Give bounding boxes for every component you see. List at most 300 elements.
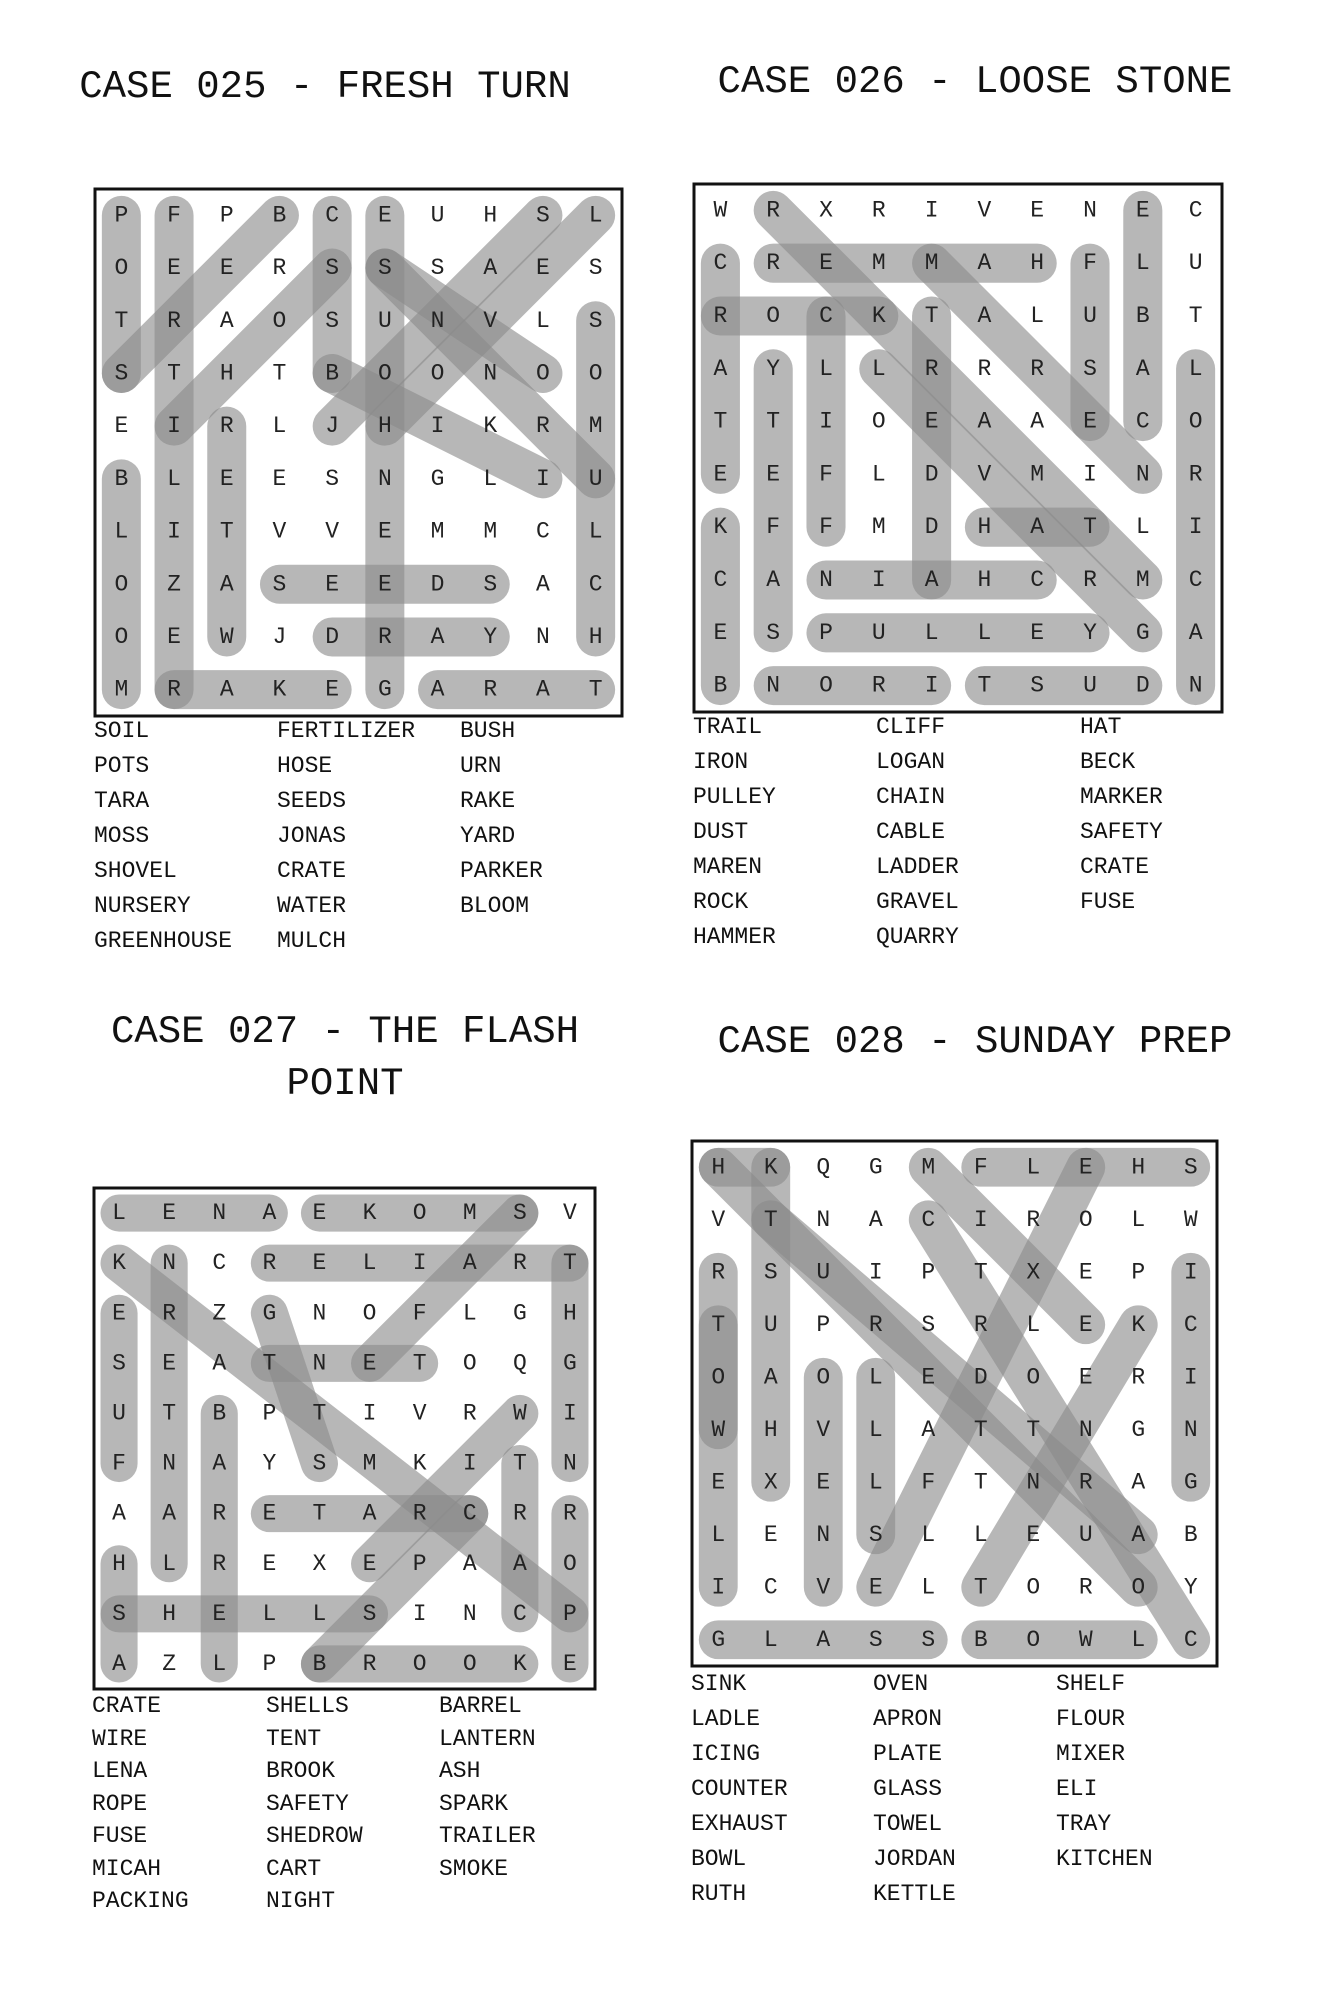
grid-cell[interactable]: U: [1083, 303, 1097, 329]
grid-cell[interactable]: H: [977, 514, 992, 541]
grid-cell[interactable]: O: [412, 1200, 427, 1227]
grid-cell[interactable]: A: [162, 1500, 177, 1527]
grid-cell[interactable]: R: [536, 413, 550, 440]
grid-cell[interactable]: E: [921, 1364, 936, 1391]
grid-cell[interactable]: O: [819, 672, 833, 699]
grid-cell[interactable]: S: [763, 1259, 778, 1286]
grid-cell[interactable]: R: [1030, 355, 1045, 382]
grid-cell[interactable]: N: [212, 1200, 227, 1227]
grid-cell[interactable]: L: [112, 1200, 126, 1227]
grid-cell[interactable]: S: [112, 1350, 126, 1377]
grid-cell[interactable]: Q: [512, 1350, 527, 1377]
grid-cell[interactable]: T: [312, 1500, 327, 1527]
grid-cell[interactable]: H: [219, 360, 234, 387]
grid-cell[interactable]: L: [272, 413, 287, 440]
grid-cell[interactable]: V: [325, 518, 340, 545]
grid-cell[interactable]: D: [973, 1364, 988, 1391]
grid-cell[interactable]: S: [362, 1600, 377, 1627]
grid-cell[interactable]: L: [262, 1600, 277, 1627]
grid-cell[interactable]: R: [1078, 1574, 1093, 1601]
grid-cell[interactable]: L: [167, 465, 181, 492]
grid-cell[interactable]: V: [563, 1200, 577, 1227]
grid-cell[interactable]: P: [114, 202, 129, 229]
grid-cell[interactable]: S: [536, 202, 550, 229]
grid-cell[interactable]: E: [713, 619, 728, 646]
grid-cell[interactable]: O: [1188, 408, 1203, 435]
grid-cell[interactable]: S: [114, 360, 129, 387]
grid-cell[interactable]: O: [114, 623, 129, 650]
highlight-spark[interactable]: [370, 1213, 520, 1363]
grid-cell[interactable]: A: [713, 355, 728, 382]
grid-cell[interactable]: E: [816, 1469, 831, 1496]
grid-cell[interactable]: L: [1026, 1154, 1041, 1181]
grid-cell[interactable]: E: [1026, 1521, 1041, 1548]
grid-cell[interactable]: W: [711, 1416, 726, 1443]
grid-cell[interactable]: U: [763, 1311, 778, 1338]
letter-grid[interactable]: [692, 1141, 1217, 1666]
grid-cell[interactable]: G: [512, 1300, 527, 1327]
grid-cell[interactable]: E: [114, 413, 129, 440]
grid-cell[interactable]: I: [462, 1450, 477, 1477]
grid-cell[interactable]: E: [162, 1200, 177, 1227]
grid-cell[interactable]: I: [1188, 514, 1203, 541]
grid-cell[interactable]: A: [1030, 514, 1045, 541]
grid-cell[interactable]: F: [1083, 250, 1097, 277]
grid-cell[interactable]: A: [112, 1500, 126, 1527]
grid-cell[interactable]: T: [1026, 1416, 1041, 1443]
grid-cell[interactable]: G: [1135, 619, 1150, 646]
grid-cell[interactable]: V: [412, 1400, 427, 1427]
grid-cell[interactable]: B: [212, 1400, 227, 1427]
grid-cell[interactable]: O: [1131, 1574, 1146, 1601]
grid-cell[interactable]: L: [871, 461, 886, 488]
grid-cell[interactable]: T: [512, 1450, 527, 1477]
grid-cell[interactable]: G: [1131, 1416, 1146, 1443]
grid-cell[interactable]: P: [412, 1550, 427, 1577]
grid-cell[interactable]: L: [588, 202, 603, 229]
grid-cell[interactable]: P: [262, 1400, 277, 1427]
grid-cell[interactable]: Y: [766, 355, 781, 382]
grid-cell[interactable]: C: [462, 1500, 477, 1527]
grid-cell[interactable]: K: [362, 1200, 377, 1227]
grid-cell[interactable]: A: [462, 1550, 477, 1577]
grid-cell[interactable]: W: [1183, 1206, 1198, 1233]
grid-cell[interactable]: M: [871, 514, 886, 541]
grid-cell[interactable]: R: [973, 1311, 988, 1338]
highlight-gnems[interactable]: [269, 1313, 319, 1463]
grid-cell[interactable]: J: [272, 623, 287, 650]
grid-cell[interactable]: E: [763, 1521, 778, 1548]
grid-cell[interactable]: H: [1131, 1154, 1146, 1181]
grid-cell[interactable]: R: [563, 1500, 577, 1527]
grid-cell[interactable]: E: [272, 465, 287, 492]
grid-cell[interactable]: I: [412, 1600, 427, 1627]
grid-cell[interactable]: Z: [167, 571, 181, 598]
grid-cell[interactable]: E: [766, 461, 781, 488]
grid-cell[interactable]: B: [325, 360, 340, 387]
grid-cell[interactable]: N: [312, 1350, 327, 1377]
grid-cell[interactable]: L: [868, 1469, 883, 1496]
grid-cell[interactable]: A: [112, 1650, 126, 1677]
grid-cell[interactable]: T: [167, 360, 181, 387]
grid-cell[interactable]: R: [167, 676, 181, 703]
grid-cell[interactable]: N: [312, 1300, 327, 1327]
grid-cell[interactable]: P: [219, 202, 234, 229]
grid-cell[interactable]: D: [924, 514, 939, 541]
grid-cell[interactable]: U: [430, 202, 445, 229]
grid-cell[interactable]: E: [377, 571, 392, 598]
grid-cell[interactable]: A: [430, 676, 445, 703]
grid-cell[interactable]: H: [563, 1300, 577, 1327]
grid-cell[interactable]: A: [219, 307, 234, 334]
grid-cell[interactable]: M: [921, 1154, 936, 1181]
grid-cell[interactable]: T: [973, 1416, 988, 1443]
grid-cell[interactable]: O: [563, 1550, 577, 1577]
grid-cell[interactable]: K: [272, 676, 287, 703]
grid-cell[interactable]: S: [325, 307, 340, 334]
grid-cell[interactable]: F: [412, 1300, 427, 1327]
grid-cell[interactable]: E: [868, 1574, 883, 1601]
grid-cell[interactable]: R: [871, 672, 886, 699]
grid-cell[interactable]: F: [921, 1469, 936, 1496]
grid-cell[interactable]: S: [868, 1626, 883, 1653]
grid-cell[interactable]: T: [114, 307, 129, 334]
grid-cell[interactable]: E: [219, 465, 234, 492]
grid-cell[interactable]: N: [1135, 461, 1150, 488]
letter-grid[interactable]: [94, 1188, 595, 1689]
grid-cell[interactable]: L: [711, 1521, 726, 1548]
grid-cell[interactable]: T: [162, 1400, 177, 1427]
grid-cell[interactable]: L: [921, 1574, 936, 1601]
grid-cell[interactable]: W: [219, 623, 234, 650]
grid-cell[interactable]: I: [1183, 1364, 1198, 1391]
grid-cell[interactable]: R: [766, 197, 781, 224]
grid-cell[interactable]: B: [973, 1626, 988, 1653]
grid-cell[interactable]: R: [212, 1500, 227, 1527]
grid-cell[interactable]: S: [272, 571, 287, 598]
grid-cell[interactable]: C: [713, 250, 728, 277]
grid-cell[interactable]: N: [1026, 1469, 1041, 1496]
grid-cell[interactable]: R: [167, 307, 181, 334]
grid-cell[interactable]: R: [868, 1311, 883, 1338]
grid-cell[interactable]: A: [977, 303, 992, 329]
grid-cell[interactable]: I: [868, 1259, 883, 1286]
grid-cell[interactable]: A: [766, 567, 781, 593]
grid-cell[interactable]: T: [588, 676, 603, 703]
grid-cell[interactable]: R: [377, 623, 392, 650]
grid-cell[interactable]: O: [588, 360, 603, 387]
grid-cell[interactable]: O: [536, 360, 550, 387]
grid-cell[interactable]: H: [483, 202, 498, 229]
grid-cell[interactable]: Y: [1183, 1574, 1198, 1601]
grid-cell[interactable]: Y: [483, 623, 498, 650]
grid-cell[interactable]: S: [588, 307, 603, 334]
grid-cell[interactable]: N: [162, 1450, 177, 1477]
grid-cell[interactable]: R: [924, 355, 939, 382]
grid-cell[interactable]: W: [713, 197, 728, 224]
grid-cell[interactable]: U: [112, 1400, 126, 1427]
grid-cell[interactable]: S: [921, 1311, 936, 1338]
grid-cell[interactable]: E: [362, 1550, 377, 1577]
grid-cell[interactable]: P: [819, 619, 833, 646]
grid-cell[interactable]: W: [1078, 1626, 1093, 1653]
grid-cell[interactable]: E: [162, 1350, 177, 1377]
grid-cell[interactable]: H: [763, 1416, 778, 1443]
grid-cell[interactable]: T: [312, 1400, 327, 1427]
grid-cell[interactable]: T: [412, 1350, 427, 1377]
grid-cell[interactable]: V: [711, 1206, 726, 1233]
grid-cell[interactable]: J: [325, 413, 340, 440]
grid-cell[interactable]: O: [462, 1650, 477, 1677]
grid-cell[interactable]: G: [430, 465, 445, 492]
grid-cell[interactable]: C: [1188, 197, 1203, 224]
grid-cell[interactable]: A: [512, 1550, 527, 1577]
grid-cell[interactable]: N: [819, 567, 833, 593]
grid-cell[interactable]: M: [1030, 461, 1045, 488]
grid-cell[interactable]: I: [536, 465, 550, 492]
grid-cell[interactable]: B: [114, 465, 129, 492]
grid-cell[interactable]: M: [483, 518, 498, 545]
grid-cell[interactable]: K: [713, 514, 728, 541]
grid-cell[interactable]: O: [871, 408, 886, 435]
grid-cell[interactable]: S: [868, 1521, 883, 1548]
grid-cell[interactable]: O: [377, 360, 392, 387]
grid-cell[interactable]: V: [977, 461, 992, 488]
grid-cell[interactable]: T: [272, 360, 287, 387]
grid-cell[interactable]: S: [483, 571, 498, 598]
grid-cell[interactable]: L: [924, 619, 939, 646]
grid-cell[interactable]: R: [1026, 1206, 1041, 1233]
grid-cell[interactable]: V: [483, 307, 498, 334]
grid-cell[interactable]: A: [430, 623, 445, 650]
grid-cell[interactable]: I: [924, 197, 939, 224]
grid-cell[interactable]: X: [312, 1550, 327, 1577]
grid-cell[interactable]: C: [1183, 1626, 1198, 1653]
grid-cell[interactable]: T: [563, 1250, 577, 1277]
grid-cell[interactable]: S: [512, 1200, 527, 1227]
grid-cell[interactable]: I: [973, 1206, 988, 1233]
grid-cell[interactable]: Y: [1083, 619, 1097, 646]
grid-cell[interactable]: I: [711, 1574, 726, 1601]
grid-cell[interactable]: L: [312, 1600, 327, 1627]
grid-cell[interactable]: A: [483, 255, 498, 282]
grid-cell[interactable]: E: [711, 1469, 726, 1496]
grid-cell[interactable]: H: [1030, 250, 1045, 277]
grid-cell[interactable]: I: [167, 518, 181, 545]
grid-cell[interactable]: P: [816, 1311, 831, 1338]
grid-cell[interactable]: F: [973, 1154, 988, 1181]
grid-cell[interactable]: K: [412, 1450, 427, 1477]
grid-cell[interactable]: L: [921, 1521, 936, 1548]
grid-cell[interactable]: C: [1030, 567, 1045, 593]
grid-cell[interactable]: X: [763, 1469, 778, 1496]
grid-cell[interactable]: N: [162, 1250, 177, 1277]
grid-cell[interactable]: C: [1135, 408, 1150, 435]
grid-cell[interactable]: E: [563, 1650, 577, 1677]
grid-cell[interactable]: T: [973, 1574, 988, 1601]
grid-cell[interactable]: R: [219, 413, 234, 440]
grid-cell[interactable]: A: [262, 1200, 277, 1227]
grid-cell[interactable]: K: [483, 413, 498, 440]
grid-cell[interactable]: H: [711, 1154, 726, 1181]
grid-cell[interactable]: R: [1078, 1469, 1093, 1496]
grid-cell[interactable]: N: [483, 360, 498, 387]
grid-cell[interactable]: O: [462, 1350, 477, 1377]
grid-cell[interactable]: T: [977, 672, 992, 699]
grid-cell[interactable]: B: [1135, 303, 1150, 329]
grid-cell[interactable]: G: [262, 1300, 277, 1327]
grid-cell[interactable]: A: [362, 1500, 377, 1527]
grid-cell[interactable]: F: [819, 461, 833, 488]
grid-cell[interactable]: S: [112, 1600, 126, 1627]
grid-cell[interactable]: N: [816, 1521, 831, 1548]
grid-cell[interactable]: N: [1188, 672, 1203, 699]
grid-cell[interactable]: B: [1183, 1521, 1198, 1548]
grid-cell[interactable]: O: [711, 1364, 726, 1391]
grid-cell[interactable]: S: [766, 619, 781, 646]
grid-cell[interactable]: H: [588, 623, 603, 650]
grid-cell[interactable]: U: [377, 307, 392, 334]
grid-cell[interactable]: S: [921, 1626, 936, 1653]
grid-cell[interactable]: C: [819, 303, 833, 329]
grid-cell[interactable]: E: [713, 461, 728, 488]
grid-cell[interactable]: C: [325, 202, 340, 229]
grid-cell[interactable]: L: [483, 465, 498, 492]
grid-cell[interactable]: T: [1083, 514, 1097, 541]
grid-cell[interactable]: K: [512, 1650, 527, 1677]
grid-cell[interactable]: O: [114, 255, 129, 282]
grid-cell[interactable]: P: [262, 1650, 277, 1677]
grid-cell[interactable]: R: [871, 197, 886, 224]
grid-cell[interactable]: E: [1083, 408, 1097, 435]
grid-cell[interactable]: A: [1030, 408, 1045, 435]
grid-cell[interactable]: B: [713, 672, 728, 699]
grid-cell[interactable]: E: [212, 1600, 227, 1627]
grid-cell[interactable]: A: [868, 1206, 883, 1233]
grid-cell[interactable]: K: [112, 1250, 126, 1277]
grid-cell[interactable]: E: [1078, 1259, 1093, 1286]
grid-cell[interactable]: L: [868, 1364, 883, 1391]
grid-cell[interactable]: A: [462, 1250, 477, 1277]
grid-cell[interactable]: D: [430, 571, 445, 598]
grid-cell[interactable]: F: [766, 514, 781, 541]
grid-cell[interactable]: F: [112, 1450, 126, 1477]
grid-cell[interactable]: L: [1135, 514, 1150, 541]
grid-cell[interactable]: N: [563, 1450, 577, 1477]
grid-cell[interactable]: O: [412, 1650, 427, 1677]
grid-cell[interactable]: L: [212, 1650, 227, 1677]
grid-cell[interactable]: E: [924, 408, 939, 435]
grid-cell[interactable]: R: [1083, 567, 1097, 593]
grid-cell[interactable]: E: [377, 518, 392, 545]
grid-cell[interactable]: R: [766, 250, 781, 277]
grid-cell[interactable]: U: [1083, 672, 1097, 699]
grid-cell[interactable]: A: [219, 571, 234, 598]
grid-cell[interactable]: C: [1188, 567, 1203, 593]
grid-cell[interactable]: O: [1078, 1206, 1093, 1233]
grid-cell[interactable]: A: [977, 408, 992, 435]
grid-cell[interactable]: L: [1131, 1206, 1146, 1233]
grid-cell[interactable]: G: [868, 1154, 883, 1181]
grid-cell[interactable]: E: [167, 255, 181, 282]
grid-cell[interactable]: A: [1131, 1521, 1146, 1548]
grid-cell[interactable]: E: [819, 250, 833, 277]
grid-cell[interactable]: X: [819, 197, 833, 224]
grid-cell[interactable]: H: [377, 413, 392, 440]
grid-cell[interactable]: E: [325, 676, 340, 703]
grid-cell[interactable]: C: [536, 518, 550, 545]
grid-cell[interactable]: T: [1188, 303, 1203, 329]
grid-cell[interactable]: A: [212, 1450, 227, 1477]
grid-cell[interactable]: E: [167, 623, 181, 650]
grid-cell[interactable]: O: [1026, 1574, 1041, 1601]
grid-cell[interactable]: D: [1135, 672, 1150, 699]
grid-cell[interactable]: A: [977, 250, 992, 277]
grid-cell[interactable]: E: [1078, 1154, 1093, 1181]
grid-cell[interactable]: R: [262, 1250, 277, 1277]
grid-cell[interactable]: A: [219, 676, 234, 703]
grid-cell[interactable]: N: [462, 1600, 477, 1627]
grid-cell[interactable]: M: [362, 1450, 377, 1477]
grid-cell[interactable]: E: [262, 1550, 277, 1577]
grid-cell[interactable]: L: [871, 355, 886, 382]
grid-cell[interactable]: G: [711, 1626, 726, 1653]
grid-cell[interactable]: R: [1188, 461, 1203, 488]
grid-cell[interactable]: E: [1030, 197, 1045, 224]
grid-cell[interactable]: E: [377, 202, 392, 229]
grid-cell[interactable]: A: [921, 1416, 936, 1443]
grid-cell[interactable]: A: [1188, 619, 1203, 646]
grid-cell[interactable]: U: [871, 619, 886, 646]
grid-cell[interactable]: A: [1131, 1469, 1146, 1496]
grid-cell[interactable]: R: [462, 1400, 477, 1427]
grid-cell[interactable]: Z: [162, 1650, 177, 1677]
grid-cell[interactable]: W: [512, 1400, 527, 1427]
grid-cell[interactable]: V: [816, 1574, 831, 1601]
grid-cell[interactable]: X: [1026, 1259, 1041, 1286]
grid-cell[interactable]: M: [1135, 567, 1150, 593]
grid-cell[interactable]: R: [272, 255, 287, 282]
grid-cell[interactable]: M: [924, 250, 939, 277]
grid-cell[interactable]: D: [325, 623, 340, 650]
grid-cell[interactable]: E: [312, 1250, 327, 1277]
grid-cell[interactable]: O: [272, 307, 287, 334]
grid-cell[interactable]: N: [377, 465, 392, 492]
grid-cell[interactable]: A: [536, 571, 550, 598]
grid-cell[interactable]: P: [921, 1259, 936, 1286]
grid-cell[interactable]: L: [1026, 1311, 1041, 1338]
grid-cell[interactable]: S: [430, 255, 445, 282]
grid-cell[interactable]: R: [412, 1500, 427, 1527]
grid-cell[interactable]: L: [162, 1550, 177, 1577]
grid-cell[interactable]: I: [924, 672, 939, 699]
grid-cell[interactable]: L: [1188, 355, 1203, 382]
grid-cell[interactable]: Y: [262, 1450, 277, 1477]
grid-cell[interactable]: L: [1131, 1626, 1146, 1653]
grid-cell[interactable]: C: [588, 571, 603, 598]
grid-cell[interactable]: L: [1030, 303, 1045, 329]
grid-cell[interactable]: C: [763, 1574, 778, 1601]
letter-grid[interactable]: [694, 184, 1222, 712]
grid-cell[interactable]: I: [819, 408, 833, 435]
grid-cell[interactable]: L: [588, 518, 603, 545]
grid-cell[interactable]: U: [816, 1259, 831, 1286]
grid-cell[interactable]: S: [1183, 1154, 1198, 1181]
grid-cell[interactable]: I: [1083, 461, 1097, 488]
grid-cell[interactable]: Z: [212, 1300, 227, 1327]
grid-cell[interactable]: E: [536, 255, 550, 282]
grid-cell[interactable]: O: [1026, 1364, 1041, 1391]
